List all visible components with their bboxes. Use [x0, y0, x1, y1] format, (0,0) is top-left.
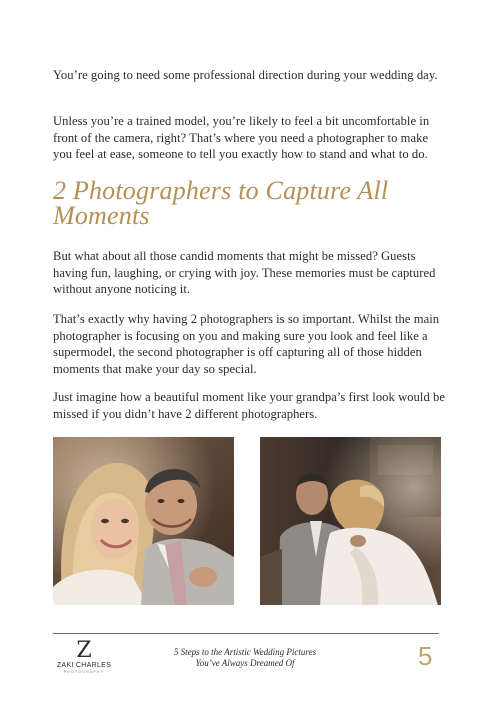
body-paragraph: Unless you’re a trained model, you’re likely to feel a bit uncomfortable in front of the camera, right? That’s where you need a photographer to make you feel at ease, someone to tell you exactly how to stand and what to do. [53, 114, 430, 161]
footer-divider [53, 633, 439, 634]
section-heading: 2 Photographers to Capture All Moments [53, 176, 389, 230]
logo-name: ZAKI CHARLES [56, 662, 112, 669]
body-paragraph: Just imagine how a beautiful moment like your grandpa’s first look would be missed if you didn’t have 2 different photographers. [53, 390, 445, 421]
logo-mark: Z [76, 638, 92, 663]
footer-title [150, 647, 340, 669]
body-paragraph: You’re going to need some professional direction during your wedding day. [53, 68, 438, 82]
zaki-charles-logo [53, 638, 115, 677]
page-number: 5 [418, 641, 433, 671]
logo-subtitle: PHOTOGRAPHY [63, 670, 105, 674]
footer-title-line: You’ve Always Dreamed Of [195, 658, 295, 668]
wedding-photo-grandfather-embrace [260, 437, 441, 605]
photo-illustration [53, 437, 234, 605]
photo-illustration [260, 437, 441, 605]
footer-title-line: 5 Steps to the Artistic Wedding Pictures [173, 647, 317, 657]
wedding-photo-bride-grandfather [53, 437, 234, 605]
body-paragraph: But what about all those candid moments that might be missed? Guests having fun, laughing, or crying with joy. These memories must be captured without anyone noticing it. [53, 249, 436, 296]
body-paragraph: That’s exactly why having 2 photographers is so important. Whilst the main photographer is focusing on you and making sure you look and feel like a supermodel, the second photographer is off capturing all of those hidden moments that make your day so special. [53, 312, 440, 376]
